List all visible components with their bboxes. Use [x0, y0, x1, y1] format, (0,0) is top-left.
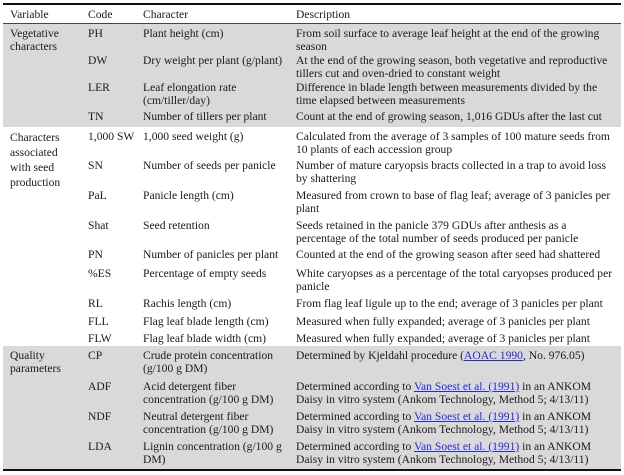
- description-cell: [287, 377, 621, 407]
- description-cell: Measured from crown to base of flag leaf; average of 3 panicles per plant: [296, 189, 611, 215]
- section-seed-production: [3, 127, 621, 346]
- code-cell: TN: [88, 110, 104, 123]
- table-row: [81, 107, 621, 127]
- description-text: in an ANKOM Daisy in vitro system (Ankom Technology, Method 5; 4/13/11): [296, 380, 592, 406]
- character-cell: Flag leaf blade width (cm): [143, 332, 266, 345]
- description-cell: [287, 407, 621, 437]
- character-cell: Dry weight per plant (g/plant): [143, 54, 283, 67]
- character-cell: Number of seeds per panicle: [143, 159, 276, 172]
- code-cell: PH: [88, 27, 103, 40]
- table-row: [81, 127, 621, 156]
- table-row: [81, 216, 621, 245]
- table-row: [81, 186, 621, 216]
- table-row: [81, 377, 621, 407]
- description-cell: Difference in blade length between measurements divided by the time elapsed between measurements: [296, 81, 598, 107]
- table-row: [81, 24, 621, 51]
- character-cell: Seed retention: [143, 219, 210, 232]
- code-cell: 1,000 SW: [88, 130, 135, 143]
- code-cell: DW: [88, 54, 108, 67]
- table-row: [81, 346, 621, 377]
- reference-link-van-soest[interactable]: Van Soest et al. (1991): [413, 380, 520, 393]
- character-cell: Acid detergent fiber concentration (g/100 g DM): [143, 380, 274, 406]
- description-cell: Calculated from the average of 3 samples of 100 mature seeds from 10 plants of each accession group: [296, 130, 610, 156]
- table-row: [81, 312, 621, 329]
- character-cell: Neutral detergent fiber concentration (g/100 g DM): [143, 410, 274, 436]
- variable-label: Characters associated with seed production: [10, 131, 61, 189]
- description-cell: Seeds retained in the panicle 379 GDUs after anthesis as a percentage of the total number of seeds produced per panicle: [296, 219, 579, 245]
- code-cell: PaL: [88, 189, 107, 202]
- character-cell: Leaf elongation rate (cm/tiller/day): [143, 81, 237, 107]
- description-text: in an ANKOM Daisy in vitro system (Ankom Technology, Method 5; 4/13/11): [296, 440, 592, 466]
- character-cell: 1,000 seed weight (g): [143, 130, 244, 143]
- header-variable: Variable: [10, 8, 49, 21]
- code-cell: FLW: [88, 332, 112, 345]
- variable-label: Vegetative characters: [10, 27, 59, 53]
- description-text: Determined according to: [296, 380, 414, 393]
- code-cell: NDF: [88, 410, 112, 423]
- header-description: Description: [296, 8, 351, 21]
- character-cell: Rachis length (cm): [143, 297, 232, 310]
- table-row: [81, 264, 621, 294]
- description-cell: White caryopses as a percentage of the total caryopses produced per panicle: [296, 267, 613, 293]
- description-cell: Measured when fully expanded; average of 3 panicles per plant: [296, 332, 590, 345]
- code-cell: PN: [88, 248, 103, 261]
- header-character: Character: [143, 8, 189, 21]
- code-cell: Shat: [88, 219, 109, 232]
- character-cell: Lignin concentration (g/100 g DM): [143, 440, 282, 466]
- description-text: Determined by Kjeldahl procedure (: [296, 349, 465, 362]
- table-row: [81, 294, 621, 312]
- description-cell: Measured when fully expanded; average of 3 panicles per plant: [296, 315, 590, 328]
- reference-link-aoac[interactable]: AOAC 1990: [464, 349, 523, 362]
- variables-table: [3, 3, 621, 471]
- description-text: in an ANKOM Daisy in vitro system (Ankom Technology, Method 5; 4/13/11): [296, 410, 592, 436]
- character-cell: Panicle length (cm): [143, 189, 234, 202]
- table-row: [81, 156, 621, 186]
- description-cell: [287, 437, 621, 469]
- code-cell: %ES: [88, 267, 112, 280]
- code-cell: LER: [88, 81, 110, 94]
- variable-label: Quality parameters: [10, 349, 61, 375]
- table-row: [81, 329, 621, 346]
- code-cell: ADF: [88, 380, 112, 393]
- code-cell: LDA: [88, 440, 112, 453]
- description-cell: Counted at the end of the growing season after seed had shattered: [296, 248, 601, 261]
- reference-link-van-soest[interactable]: Van Soest et al. (1991): [413, 410, 520, 423]
- character-cell: Number of panicles per plant: [143, 248, 279, 261]
- description-cell: Number of mature caryopsis bracts collected in a trap to avoid loss by shattering: [296, 159, 607, 185]
- section-vegetative: [3, 24, 621, 127]
- description-text: Determined according to: [296, 440, 414, 453]
- description-cell: From flag leaf ligule up to the end; average of 3 panicles per plant: [296, 297, 603, 310]
- reference-link-van-soest[interactable]: Van Soest et al. (1991): [413, 440, 520, 453]
- table-row: [81, 407, 621, 437]
- code-cell: RL: [88, 297, 103, 310]
- character-cell: Plant height (cm): [143, 27, 224, 40]
- description-cell: Count at the end of growing season, 1,016 GDUs after the last cut: [296, 110, 602, 123]
- header-row: [3, 5, 621, 24]
- character-cell: Number of tillers per plant: [143, 110, 267, 123]
- table-row: [81, 78, 621, 107]
- table-row: [81, 51, 621, 78]
- header-code: Code: [88, 8, 113, 21]
- section-quality: [3, 346, 621, 469]
- table-row: [81, 437, 621, 469]
- table-row: [81, 245, 621, 264]
- character-cell: Percentage of empty seeds: [143, 267, 267, 280]
- bottom-rule: [3, 469, 621, 471]
- code-cell: CP: [88, 349, 103, 362]
- code-cell: FLL: [88, 315, 109, 328]
- character-cell: Flag leaf blade length (cm): [143, 315, 269, 328]
- character-cell: Crude protein concentration (g/100 g DM): [143, 349, 274, 375]
- description-cell: [287, 346, 621, 377]
- description-cell: From soil surface to average leaf height at the end of the growing season: [296, 27, 600, 53]
- description-text: , No. 976.05): [522, 349, 585, 362]
- description-cell: At the end of the growing season, both vegetative and reproductive tillers cut and oven-dried to constant weight: [296, 54, 608, 80]
- description-text: Determined according to: [296, 410, 414, 423]
- code-cell: SN: [88, 159, 103, 172]
